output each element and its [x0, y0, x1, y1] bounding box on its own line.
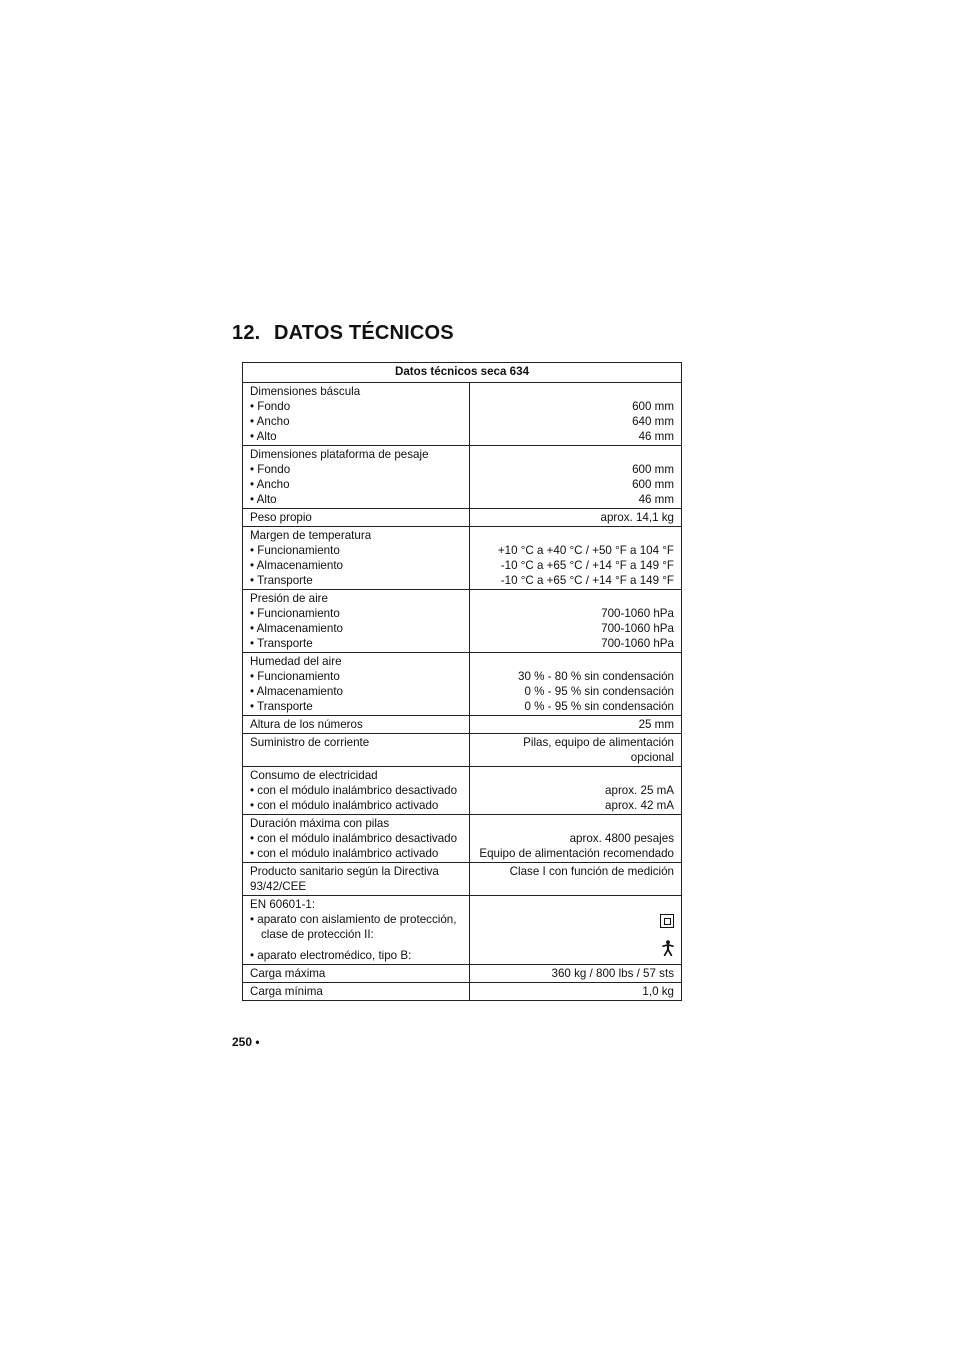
row-label: EN 60601-1:: [250, 898, 316, 911]
table-header: Datos técnicos seca 634: [243, 363, 682, 383]
row-item: • Transporte: [250, 573, 462, 588]
page-number: 250 •: [232, 1035, 260, 1049]
table-row: [243, 653, 682, 716]
row-label: Consumo de electricidad: [250, 769, 378, 782]
row-label-cell: [243, 590, 470, 653]
row-label-cell: [243, 863, 470, 896]
row-label-cell: [243, 653, 470, 716]
row-value: Clase I con función de medición: [509, 865, 674, 878]
table-row: [243, 590, 682, 653]
row-value-cell: [470, 734, 682, 767]
table-row: [243, 734, 682, 767]
table-row: [243, 896, 682, 965]
row-label-cell: [243, 383, 470, 446]
row-value: aprox. 4800 pesajes: [569, 832, 674, 845]
section-number: 12.: [232, 322, 261, 344]
row-value-cell: [470, 509, 682, 527]
row-label: Peso propio: [250, 511, 312, 524]
row-item: • Transporte: [250, 699, 462, 714]
row-value: 25 mm: [638, 718, 674, 731]
row-value: 0 % - 95 % sin condensación: [524, 700, 674, 713]
row-item: • Fondo: [250, 399, 462, 414]
row-item: • con el módulo inalámbrico desactivado: [250, 783, 462, 798]
table-row: [243, 815, 682, 863]
table-row: [243, 527, 682, 590]
row-value-cell: [470, 527, 682, 590]
row-item: • aparato electromédico, tipo B:: [250, 948, 462, 963]
row-item: • Funcionamiento: [250, 606, 462, 621]
row-label: Altura de los números: [250, 718, 363, 731]
row-value: aprox. 25 mA: [605, 784, 674, 797]
row-item: • Alto: [250, 492, 462, 507]
table-row: [243, 983, 682, 1001]
row-item: • Funcionamiento: [250, 543, 462, 558]
row-value-cell: [470, 590, 682, 653]
row-item: • Almacenamiento: [250, 621, 462, 636]
table-row: [243, 446, 682, 509]
row-value-cell: [470, 983, 682, 1001]
row-value: 0 % - 95 % sin condensación: [524, 685, 674, 698]
row-label-cell: [243, 716, 470, 734]
row-label: Humedad del aire: [250, 655, 342, 668]
row-label-cell: [243, 983, 470, 1001]
section-heading: [232, 322, 454, 345]
row-item: • con el módulo inalámbrico desactivado: [250, 831, 462, 846]
row-value-cell: [470, 716, 682, 734]
row-label: Producto sanitario según la Directiva: [250, 865, 439, 878]
row-value-cell: [470, 767, 682, 815]
row-value-cell: [470, 383, 682, 446]
row-value: opcional: [630, 751, 674, 764]
row-label: 93/42/CEE: [250, 880, 307, 893]
row-label: Presión de aire: [250, 592, 328, 605]
table-row: [243, 383, 682, 446]
row-value: aprox. 42 mA: [605, 799, 674, 812]
row-value-cell: [470, 863, 682, 896]
table-header-row: [243, 363, 682, 383]
row-item: • Almacenamiento: [250, 558, 462, 573]
table-row: [243, 767, 682, 815]
row-label-cell: [243, 965, 470, 983]
row-value-cell: [470, 896, 682, 965]
row-label: Carga mínima: [250, 985, 323, 998]
row-value-cell: [470, 815, 682, 863]
table-row: [243, 965, 682, 983]
row-value: 700-1060 hPa: [601, 607, 674, 620]
row-item: • Fondo: [250, 462, 462, 477]
row-item: • con el módulo inalámbrico activado: [250, 798, 462, 813]
row-label: Suministro de corriente: [250, 736, 370, 749]
protection-class-ii-icon: [660, 914, 674, 928]
row-value: 1,0 kg: [642, 985, 674, 998]
row-label-cell: [243, 896, 470, 965]
row-value: 30 % - 80 % sin condensación: [518, 670, 674, 683]
row-label-cell: [243, 446, 470, 509]
table-row: [243, 509, 682, 527]
row-label-cell: [243, 527, 470, 590]
row-item: • Funcionamiento: [250, 669, 462, 684]
row-value-cell: [470, 653, 682, 716]
row-item: • aparato con aislamiento de protección, clase de protección II:: [250, 912, 462, 942]
row-item: • Almacenamiento: [250, 684, 462, 699]
row-label-cell: [243, 734, 470, 767]
type-b-applied-part-icon: [662, 940, 674, 956]
row-value: 46 mm: [638, 493, 674, 506]
row-value-cell: [470, 965, 682, 983]
row-value: -10 °C a +65 °C / +14 °F a 149 °F: [500, 559, 674, 572]
row-value-cell: [470, 446, 682, 509]
row-label-cell: [243, 509, 470, 527]
row-value: 700-1060 hPa: [601, 637, 674, 650]
row-value: 600 mm: [632, 463, 674, 476]
row-label: Dimensiones plataforma de pesaje: [250, 448, 429, 461]
table-row: [243, 863, 682, 896]
table-row: [243, 716, 682, 734]
row-value: 700-1060 hPa: [601, 622, 674, 635]
technical-data-table: [242, 362, 682, 1001]
row-label: Duración máxima con pilas: [250, 817, 390, 830]
row-value: -10 °C a +65 °C / +14 °F a 149 °F: [500, 574, 674, 587]
row-value: 360 kg / 800 lbs / 57 sts: [551, 967, 674, 980]
row-item: • Ancho: [250, 477, 462, 492]
row-value: Pilas, equipo de alimentación: [523, 736, 674, 749]
row-value: 640 mm: [632, 415, 674, 428]
row-label-cell: [243, 767, 470, 815]
row-value: aprox. 14,1 kg: [600, 511, 674, 524]
row-value: 46 mm: [638, 430, 674, 443]
row-label: Carga máxima: [250, 967, 326, 980]
row-item: • Alto: [250, 429, 462, 444]
row-item: • Transporte: [250, 636, 462, 651]
row-value: Equipo de alimentación recomendado: [479, 847, 674, 860]
row-item: • con el módulo inalámbrico activado: [250, 846, 462, 861]
row-label: Dimensiones báscula: [250, 385, 361, 398]
row-item: • Ancho: [250, 414, 462, 429]
row-value: 600 mm: [632, 478, 674, 491]
row-value: 600 mm: [632, 400, 674, 413]
row-label: Margen de temperatura: [250, 529, 372, 542]
row-label-cell: [243, 815, 470, 863]
row-value: +10 °C a +40 °C / +50 °F a 104 °F: [497, 544, 674, 557]
section-title: DATOS TÉCNICOS: [274, 322, 454, 344]
